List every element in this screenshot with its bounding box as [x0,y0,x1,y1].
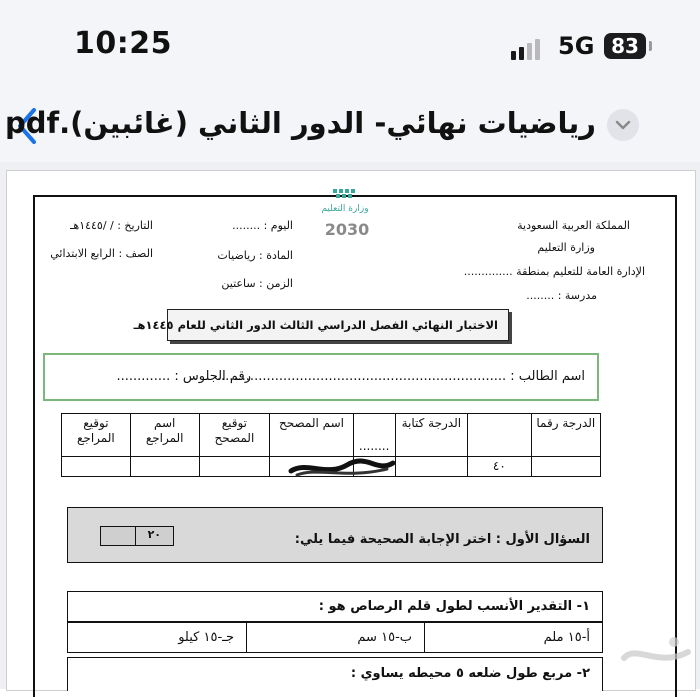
grade-cell [531,457,600,477]
option-b[interactable]: ب-١٥ سم [357,630,412,645]
grade-words-header: الدرجة كتابة [395,414,468,457]
header-day: اليوم : ........ [232,219,293,232]
chevron-down-icon [615,118,631,132]
grade-cell [199,457,270,477]
grade-total-cell: ٤٠ [468,457,532,477]
option-divider [424,622,425,652]
table-row [62,414,601,457]
grade-cell [395,457,468,477]
student-info-box [43,353,599,401]
watermark-logo [618,628,696,678]
header-country: المملكة العربية السعودية [517,219,630,232]
seat-number-label: رقم الجلوس : ............. [116,369,251,384]
logo-vision: 2030 [324,220,370,239]
nav-bar [0,92,700,162]
question1-item1-options [67,621,603,653]
battery-tip [649,41,652,51]
grade-blank-header [468,414,532,457]
ministry-logo [309,187,381,247]
header-directorate: الإدارة العامة للتعليم بمنطقة .............. [463,265,645,278]
network-type: 5G [558,32,595,60]
option-divider [246,622,247,652]
reviewer-name-header: اسم المراجع [130,414,199,457]
corrector-signature-header: توقيع المصحح [199,414,270,457]
header-subject: المادة : رياضيات [217,249,293,262]
question1-item2-text: ٢- مربع طول ضلعه ٥ محيطه يساوي : [350,666,590,681]
header-date: التاريخ : / /١٤٤٥هـ [70,219,153,232]
pdf-viewer[interactable] [0,162,700,689]
question1-score-box [100,526,174,546]
pdf-page [6,170,696,691]
grade-number-header: الدرجة رقما [531,414,600,457]
header-school: مدرسة : ........ [526,289,597,302]
score-divider [135,527,136,545]
status-time: 10:25 [74,26,172,61]
question1-item1 [67,591,603,623]
status-bar [0,0,700,92]
title-menu-button[interactable] [607,109,639,141]
question1-score: ٢٠ [147,528,161,541]
grade-dots-header: ........ [353,414,395,457]
exam-title-box [133,309,509,341]
header-ministry: وزارة التعليم [537,241,595,254]
grade-cell [62,457,131,477]
question1-title: السؤال الأول : اختر الإجابة الصحيحة فيما يلي: [294,532,590,547]
question1-item1-text: ١- التقدير الأنسب لطول قلم الرصاص هو : [318,599,590,614]
option-a[interactable]: أ-١٥ ملم [543,630,590,645]
corrector-name-header: اسم المصحح [270,414,353,457]
handwritten-scribble [287,457,397,479]
header-duration: الزمن : ساعتين [221,277,293,290]
question1-item2 [67,657,603,691]
ministry-logo-icon [309,187,381,247]
student-name-label: اسم الطالب : ...................................................................... [216,369,585,384]
document-title[interactable]: رياضيات نهائي- الدور الثاني (غائبين).pdf [4,106,596,140]
reviewer-signature-header: توقيع المراجع [62,414,131,457]
header-grade: الصف : الرابع الابتدائي [50,247,153,260]
grade-cell [130,457,199,477]
logo-text: وزارة التعليم [321,204,369,214]
cellular-signal-icon [511,38,547,60]
battery-icon: 83 [604,33,646,59]
option-c[interactable]: جـ-١٥ كيلو [178,630,234,645]
exam-title: الاختبار النهائي الفصل الدراسي الثالث الدور الثاني للعام ١٤٤٥هـ [133,318,498,332]
question1-header [67,507,603,563]
